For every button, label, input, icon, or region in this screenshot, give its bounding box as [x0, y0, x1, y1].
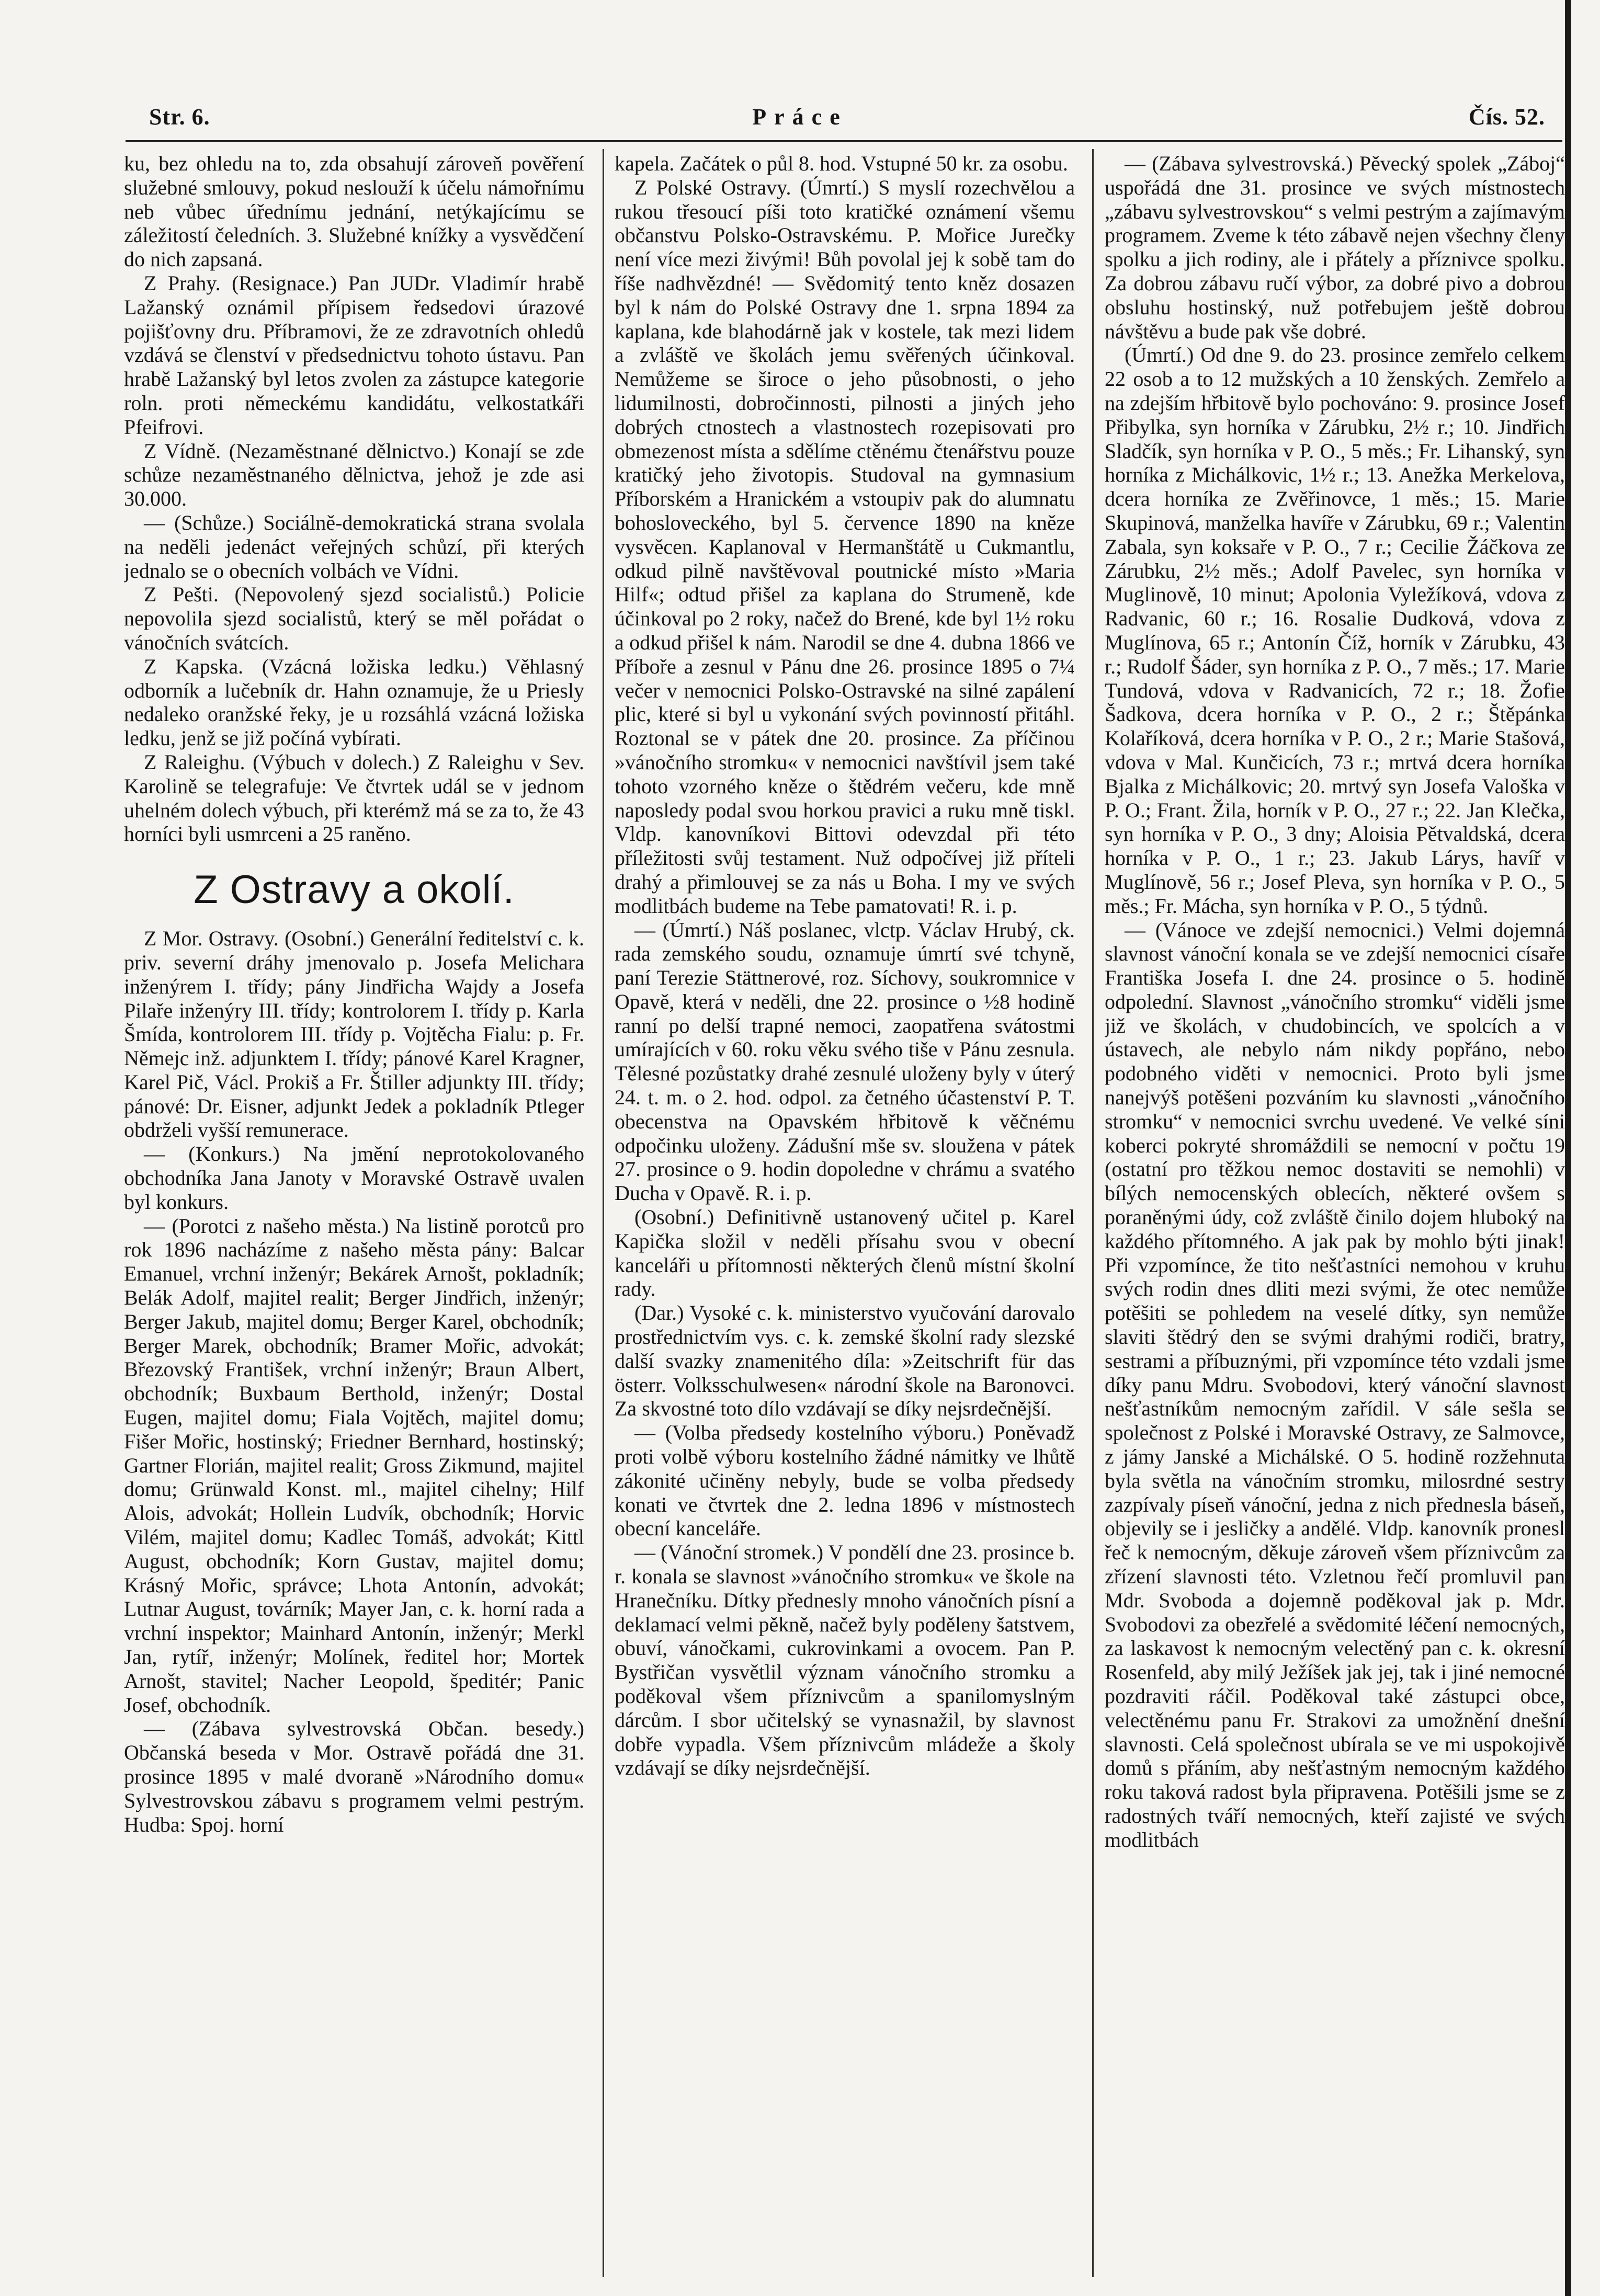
article-paragraph: — (Schůze.) Sociálně-demokratická strana svolala na neděli jedenáct veřejných schůzí, při kterých jednalo se o obecních volbách ve Vídni.: [124, 510, 584, 582]
section-heading: Z Ostravy a okolí.: [194, 867, 515, 912]
scan-edge: [1565, 0, 1571, 2296]
issue-number: Čís. 52.: [1468, 104, 1545, 130]
article-paragraph: Z Pešti. (Nepovolený sjezd socialistů.) Policie nepovolila sjezd socialistů, který se měl pořádat o vánočních svátcích.: [124, 582, 584, 654]
article-paragraph: — (Úmrtí.) Náš poslanec, vlctp. Václav Hrubý, ck. rada zemského soudu, oznamuje úmrtí své tchyně, paní Terezie Stättnerové, roz. Síchovy, soukromnice v Opavě, která v neděli, dne 22. prosince o ½8 hodině ranní po delší trapné nemoci, zaopatřena svátostmi umírajících v 60. roku věku svého tiše v Pánu zesnula. Tělesné pozůstatky drahé zesnulé uloženy byly v úterý 24. t. m. o 2. hod. odpol. za četného účastenství P. T. obecenstva na Opavském hřbitově k věčnému odpočinku uloženy. Zádušní mše sv. sloužena v pátek 27. prosince o 9. hodin dopoledne v chrámu a svatého Ducha v Opavě. R. i. p.: [615, 918, 1075, 1205]
article-paragraph: (Dar.) Vysoké c. k. ministerstvo vyučování darovalo prostřednictvím vys. c. k. zemské školní rady slezské další svazky znamenitého díla: »Zeitschrift für das österr. Volksschulwesen« národní škole na Baronovci. Za skvostné toto dílo vzdávají se díky nejsrdečnější.: [615, 1301, 1075, 1421]
header-rule: [126, 140, 1562, 142]
article-paragraph: ku, bez ohledu na to, zda obsahují zároveň pověření služebné smlouvy, pokud neslouží k účelu námořnímu neb vůbec úřednímu jednání, netýkajícímu se záležitostí čeledních. 3. Služebné knížky a vysvědčení do nich zapsaná.: [124, 152, 584, 271]
column-3: [1105, 152, 1565, 2275]
article-paragraph: (Osobní.) Definitivně ustanovený učitel p. Karel Kapička složil v neděli přísahu svou v obecní kanceláři u přítomnosti některých členů místní školní rady.: [615, 1205, 1075, 1301]
page-number: Str. 6.: [149, 104, 210, 130]
column-2: [615, 152, 1075, 2275]
article-paragraph: — (Porotci z našeho města.) Na listině porotců pro rok 1896 nacházíme z našeho města pány: Balcar Emanuel, vrchní inženýr; Bekárek Arnošt, pokladník; Belák Adolf, majitel realit; Berger Jindřich, inženýr; Berger Jakub, majitel domu; Berger Karel, obchodník; Berger Marek, obchodník; Bramer Mořic, advokát; Březovský František, vrchní inženýr; Braun Albert, obchodník; Buxbaum Berthold, inženýr; Dostal Eugen, majitel domu; Fiala Vojtěch, majitel domu; Fišer Mořic, hostinský; Friedner Bernhard, hostinský; Gartner Florián, majitel realit; Gross Zikmund, majitel domu; Grünwald Konst. ml., majitel cihelny; Hilf Alois, advokát; Hollein Ludvík, obchodník; Horvic Vilém, majitel domu; Kadlec Tomáš, advokát; Kittl August, obchodník; Korn Gustav, majitel domu; Krásný Mořic, správce; Lhota Antonín, advokát; Lutnar August, továrník; Mayer Jan, c. k. horní rada a vrchní inspektor; Mainhard Antonín, inženýr; Merkl Jan, rytíř, inženýr; Molínek, ředitel hor; Mortek Arnošt, stavitel; Nacher Leopold, špeditér; Panic Josef, obchodník.: [124, 1214, 584, 1717]
article-paragraph: Z Raleighu. (Výbuch v dolech.) Z Raleighu v Sev. Karolině se telegrafuje: Ve čtvrtek udál se v jednom uhelném dolech výbuch, při kterémž má se za to, že 43 horníci byli usmrceni a 25 raněno.: [124, 750, 584, 846]
article-paragraph: — (Volba předsedy kostelního výboru.) Poněvadž proti volbě výboru kostelního žádné námitky ve lhůtě zákonité učiněny nebyly, bude se volba předsedy konati ve čtvrtek dne 2. ledna 1896 v místnostech obecní kanceláře.: [615, 1421, 1075, 1540]
article-paragraph: Z Polské Ostravy. (Úmrtí.) S myslí rozechvělou a rukou třesoucí píši toto kratičké oznámení všemu občanstvu Polsko-Ostravskému. P. Mořice Jurečky není více mezi živými! Bůh povolal jej k sobě tam do říše nadhvězdné! — Svědomitý tento kněz dosazen byl k nám do Polské Ostravy dne 1. srpna 1894 za kaplana, kde blahodárně jak v kostele, tak mezi lidem a zvláště ve školách jemu svěřených účinkoval. Nemůžeme se široce o jeho působnosti, o jeho lidumilnosti, dobročinnosti, pilnosti a jiných jeho dobrých ctnostech a vlastnostech rozepisovati pro obmezenost místa a sdělíme ctěnému čtenářstvu pouze kratičký jeho životopis. Studoval na gymnasium Příborském a Hranickém a vstoupiv pak do alumnatu bohosloveckého, byl 5. července 1890 na kněze vysvěcen. Kaplanoval v Hermanštátě u Cukmantlu, odkud pilně navštěvoval poutnické místo »Maria Hilf«; odtud přišel za kaplana do Strumeně, kde účinkoval po 2 roky, načež do Brené, kde byl 1½ roku a odkud přišel k nám. Narodil se dne 4. dubna 1866 ve Příboře a zesnul v Pánu dne 26. prosince 1895 o 7¼ večer v nemocnici Polsko-Ostravské na silné zapálení plic, které si byl u vykonání svých povinností přitáhl. Roztonal se v pátek dne 20. prosince. Za příčinou »vánočního stromku« v nemocnici navštívil jsem také tohoto vzorného kněze o štědrém večeru, kde mně naposledy podal svou horkou pravici a ruku mně tiskl. Vldp. kanovníkovi Bittovi odevzdal při této příležitosti svůj testament. Nuž odpočívej již příteli drahý a přimlouvej se za nás u Boha. I my ve svých modlitbách budeme na Tebe pamatovati! R. i. p.: [615, 175, 1075, 918]
article-paragraph: Z Mor. Ostravy. (Osobní.) Generální ředitelství c. k. priv. severní dráhy jmenovalo p. Josefa Melichara inženýrem I. třídy; pány Jindřicha Wajdy a Josefa Pilaře inženýry III. třídy; kontrolorem I. třídy p. Karla Šmída, kontrolorem III. třídy p. Vojtěcha Fialu: p. Fr. Němejc inž. adjunktem I. třídy; pánové Karel Kragner, Karel Pič, Václ. Prokiš a Fr. Štiller adjunkty III. třídy; pánové: Dr. Eisner, adjunkt Jedek a pokladník Ptleger obdrželi vyšší remunerace.: [124, 927, 584, 1142]
article-paragraph: — (Vánoční stromek.) V pondělí dne 23. prosince b. r. konala se slavnost »vánočního stromku« ve škole na Hranečníku. Dítky přednesly mnoho vánočních písní a deklamací velmi pěkně, načež byly poděleny šatstvem, obuví, vánočkami, cukrovinkami a ovocem. Pan P. Bystřičan vysvětlil význam vánočního stromku a poděkoval všem příznivcům a spanilomyslným dárcům. I sbor učitelský se vynasnažil, by slavnost dobře vypadla. Všem příznivcům mládeže a školy vzdávají se díky nejsrdečnější.: [615, 1540, 1075, 1780]
article-paragraph: — (Zábava sylvestrovská.) Pěvecký spolek „Záboj“ uspořádá dne 31. prosince ve svých místnostech „zábavu sylvestrovskou“ s velmi pestrým a zajímavým programem. Zveme k této zábavě nejen všechny členy spolku a jich rodiny, ale i přátely a příznivce spolku. Za dobrou zábavu ručí výbor, za dobré pivo a dobrou obsluhu hostinský, nuž potřebujem ještě dobrou návštěvu a bude pak vše dobré.: [1105, 152, 1565, 343]
article-paragraph: Z Prahy. (Resignace.) Pan JUDr. Vladimír hrabě Lažanský oznámil přípisem ředsedovi úrazové pojišťovny dru. Příbramovi, že ze zdravotních ohledů vzdává se členství v předsednictvu tohoto ústavu. Pan hrabě Lažanský byl letos zvolen za zástupce kategorie roln. proti německému kandidátu, velkostatkáři Pfeifrovi.: [124, 271, 584, 439]
article-paragraph: kapela. Začátek o půl 8. hod. Vstupné 50 kr. za osobu.: [615, 152, 1068, 175]
newspaper-title: Práce: [752, 104, 848, 130]
article-paragraph: Z Kapska. (Vzácná ložiska ledku.) Věhlasný odborník a lučebník dr. Hahn oznamuje, že u Priesly nedaleko oranžské řeky, je u rozsáhlá vzácná ložiska ledku, jenž se již počíná vybírati.: [124, 654, 584, 750]
column-1: [124, 152, 584, 2275]
article-paragraph: — (Zábava sylvestrovská Občan. besedy.) Občanská beseda v Mor. Ostravě pořádá dne 31. prosince 1895 v malé dvoraně »Národního domu« Sylvestrovskou zábavu s programem velmi pestrým. Hudba: Spoj. horní: [124, 1717, 584, 1836]
article-paragraph: Z Vídně. (Nezaměstnané dělnictvo.) Konají se zde schůze nezaměstnaného dělnictva, jehož je zde asi 30.000.: [124, 439, 584, 511]
article-paragraph: — (Vánoce ve zdejší nemocnici.) Velmi dojemná slavnost vánoční konala se ve zdejší nemocnici císaře Františka Josefa I. dne 24. prosince o 5. hodině odpolední. Slavnost „vánočního stromku“ viděli jsme již ve školách, v chudobincích, ve spolcích a v ústavech, ale nebylo nám nikdy popřáno, nebo podobného viděti v nemocnici. Proto byli jsme nanejvýš potěšeni pozváním ku slavnosti „vánočního stromku“ v nemocnici svrchu uvedené. Ve velké síni koberci pokryté shromáždili se nemocní v počtu 19 (ostatní pro těžkou nemoc dostaviti se nemohli) v bílých nemocenských oblecích, některé ovšem s poraněnými údy, což zvláště činilo dojem hluboký na každého přítomného. A jak pak by mohlo býti jinak! Při vzpomínce, že tito nešťastníci nemohou v kruhu svých rodin dnes dliti mezi svými, že otec nemůže potěšiti se pohledem na veselé dítky, syn nemůže slaviti štědrý den se svými drahými rodiči, bratry, sestrami a příbuznými, při vzpomínce této vzdali jsme díky panu Mdru. Svobodovi, který vánoční slavnost nešťastníkům nemocným zařídil. V sále sešla se společnost z Polské i Moravské Ostravy, ze Salmovce, z jámy Janské a Michálské. O 5. hodině rozžehnuta byla světla na vánočním stromku, milosrdné sestry zazpívaly píseň vánoční, jedna z nich přednesla báseň, objevily se i jesličky a andělé. Vldp. kanovník pronesl řeč k nemocným, děkuje zároveň všem příznivcům za zřízení slavnosti této. Vzletnou řečí promluvil pan Mdr. Svoboda a dojemně poděkoval jak p. Mdr. Svobodovi za obezřelé a svědomité léčení nemocných, za laskavost k nemocným velectěný pan c. k. okresní Rosenfeld, aby milý Ježíšek jak jej, tak i jiné nemocné pozdraviti ráčil. Poděkoval také zástupci obce, velectěnému panu Fr. Strakovi za umožnění dnešní slavnosti. Celá společnost ubírala se ve mi uspokojivě domů s přáním, aby nešťastným nemocným každého roku taková radost byla připravena. Potěšili jsme se z radostných tváří nemocných, kteří zajisté ve svých modlitbách: [1105, 918, 1565, 1852]
column-divider: [1092, 149, 1094, 2277]
article-paragraph: (Úmrtí.) Od dne 9. do 23. prosince zemřelo celkem 22 osob a to 12 mužských a 10 ženských. Zemřelo a na zdejším hřbitově bylo pochováno: 9. prosince Josef Přibylka, syn horníka v Zárubku, 2½ r.; 10. Jindřich Sladčík, syn horníka v P. O., 5 měs.; Fr. Lihanský, syn horníka z Michálkovic, 1½ r.; 13. Anežka Merkelova, dcera horníka ze Zvěřinovce, 1 měs.; 15. Marie Skupinová, manželka havíře v Zárubku, 69 r.; Valentin Zabala, syn koksaře v P. O., 7 r.; Cecilie Žáčkova ze Zárubku, 2½ měs.; Adolf Pavelec, syn horníka v Muglinově, 10 minut; Apolonia Vyležíková, vdova z Radvanic, 60 r.; 16. Rosalie Dudková, vdova z Muglínova, 65 r.; Antonín Číž, horník v Zárubku, 43 r.; Rudolf Šáder, syn horníka z P. O., 7 měs.; 17. Marie Tundová, vdova v Radvanicích, 72 r.; 18. Žofie Šadkova, dcera horníka v P. O., 2 r.; Štěpánka Kolaříková, dcera horníka v P. O., 2 r.; Marie Stašová, vdova v Mal. Kunčicích, 73 r.; mrtvá dcera horníka Bjalka z Michálkovic; 20. mrtvý syn Josefa Valoška v P. O.; Frant. Žila, horník v P. O., 27 r.; 22. Jan Klečka, syn horníka v P. O., 3 dny; Aloisia Pětvaldská, dcera horníka v P. O., 1 r.; 23. Jakub Lárys, havíř v Muglínově, 56 r.; Josef Pleva, syn horníka v P. O., 5 měs.; Fr. Mácha, syn horníka v P. O., 5 týdnů.: [1105, 343, 1565, 918]
column-divider: [603, 149, 604, 2277]
article-paragraph: — (Konkurs.) Na jmění neprotokolovaného obchodníka Jana Janoty v Moravské Ostravě uvalen byl konkurs.: [124, 1142, 584, 1214]
